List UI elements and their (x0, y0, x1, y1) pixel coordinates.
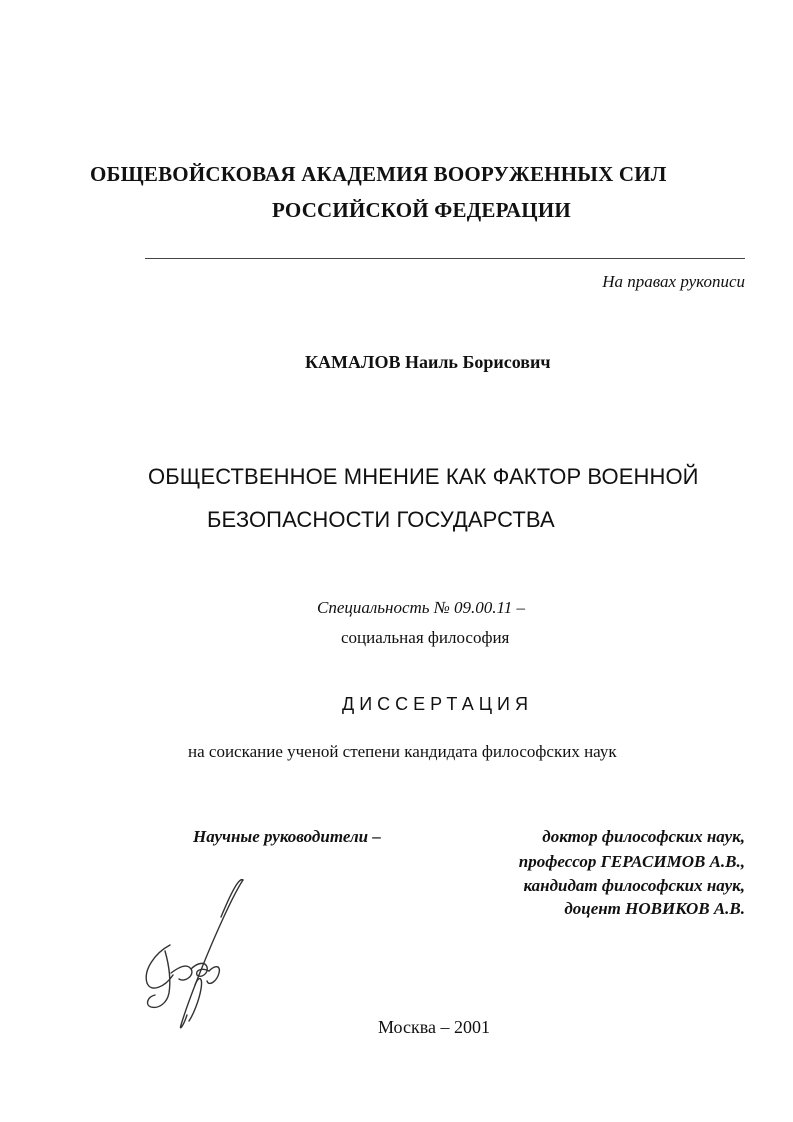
specialty-name: социальная философия (341, 628, 510, 647)
advisor-line-4: доцент НОВИКОВ А.В. (564, 899, 745, 918)
advisor-line-1: доктор философских наук, (542, 827, 745, 846)
title-line-1: ОБЩЕСТВЕННОЕ МНЕНИЕ КАК ФАКТОР ВОЕННОЙ (148, 464, 699, 489)
institution-line-1: ОБЩЕВОЙСКОВАЯ АКАДЕМИЯ ВООРУЖЕННЫХ СИЛ (90, 162, 667, 186)
city-year: Москва – 2001 (378, 1017, 490, 1037)
handwritten-signature (135, 875, 245, 1035)
advisor-line-2: профессор ГЕРАСИМОВ А.В., (518, 852, 745, 871)
advisor-line-3: кандидат философских наук, (523, 876, 745, 895)
title-line-2: БЕЗОПАСНОСТИ ГОСУДАРСТВА (207, 507, 555, 532)
rights-notice: На правах рукописи (602, 272, 745, 291)
institution-line-2: РОССИЙСКОЙ ФЕДЕРАЦИИ (272, 198, 571, 222)
specialty-number: Специальность № 09.00.11 – (317, 598, 526, 617)
author-name: КАМАЛОВ Наиль Борисович (305, 352, 551, 372)
header-divider (145, 258, 745, 259)
document-type: ДИССЕРТАЦИЯ (342, 694, 533, 714)
degree-statement: на соискание ученой степени кандидата философских наук (188, 742, 617, 761)
advisors-label: Научные руководители – (193, 827, 381, 846)
